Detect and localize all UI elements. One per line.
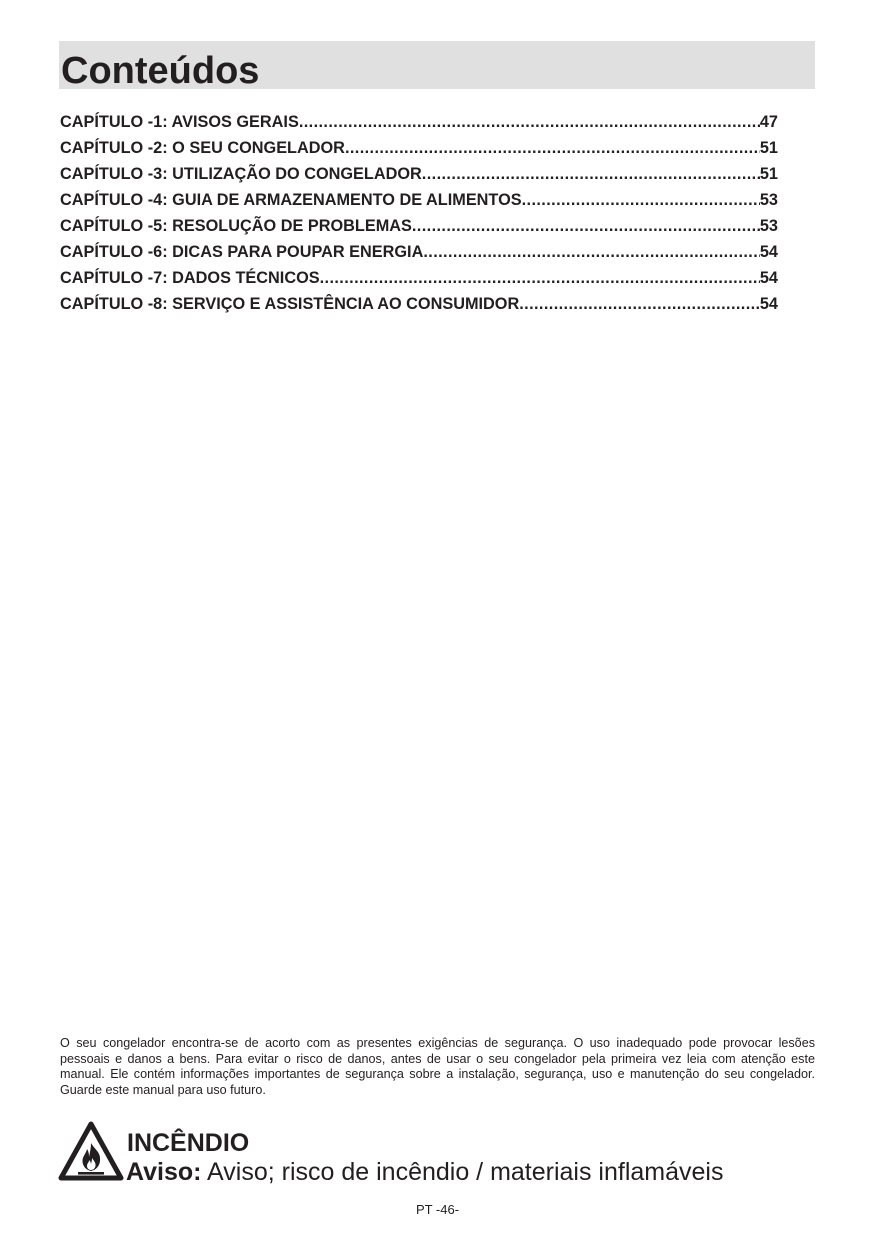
toc-entry[interactable]	[60, 265, 778, 291]
toc-entry-page: 54	[759, 295, 778, 313]
toc-entry-page: 54	[759, 243, 778, 261]
toc-entry-label: CAPÍTULO -5: RESOLUÇÃO DE PROBLEMAS	[60, 217, 412, 235]
toc-entry-page: 47	[759, 113, 778, 131]
title-bar	[59, 41, 815, 92]
toc-entry-label: CAPÍTULO -4: GUIA DE ARMAZENAMENTO DE ALIMENTOS	[60, 191, 522, 209]
toc-leader-dots	[423, 239, 760, 265]
toc-leader-dots	[412, 213, 760, 239]
toc-leader-dots	[522, 187, 760, 213]
toc-entry-label: CAPÍTULO -6: DICAS PARA POUPAR ENERGIA	[60, 243, 424, 261]
toc-leader-dots	[320, 265, 760, 291]
toc-leader-dots	[422, 161, 760, 187]
warning-title: INCÊNDIO	[127, 1129, 250, 1157]
toc-entry[interactable]	[60, 213, 778, 239]
toc-leader-dots	[299, 109, 760, 135]
toc-entry-page: 54	[759, 269, 778, 287]
toc-entry[interactable]	[60, 161, 778, 187]
toc-entry[interactable]	[60, 239, 778, 265]
toc-entry-label: CAPÍTULO -8: SERVIÇO E ASSISTÊNCIA AO CONSUMIDOR	[60, 295, 520, 313]
toc-entry-page: 51	[759, 139, 778, 157]
toc-leader-dots	[345, 135, 760, 161]
warning-text	[126, 1157, 723, 1187]
page-title: Conteúdos	[61, 50, 260, 92]
warning-label: Aviso:	[126, 1158, 202, 1186]
toc-entry[interactable]	[60, 135, 778, 161]
toc-entry-label: CAPÍTULO -1: AVISOS GERAIS	[60, 113, 299, 131]
toc-entry-label: CAPÍTULO -2: O SEU CONGELADOR	[60, 139, 345, 157]
toc-entry[interactable]	[60, 291, 778, 317]
toc-entry[interactable]	[60, 109, 778, 135]
warning-description: Aviso; risco de incêndio / materiais inflamáveis	[201, 1158, 724, 1186]
toc-entry-label: CAPÍTULO -7: DADOS TÉCNICOS	[60, 269, 320, 287]
toc-entry-page: 51	[759, 165, 778, 183]
toc-entry[interactable]	[60, 187, 778, 213]
fire-warning-icon	[58, 1121, 124, 1181]
toc-entry-page: 53	[759, 191, 778, 209]
toc-leader-dots	[519, 291, 760, 317]
safety-intro-paragraph: O seu congelador encontra-se de acorto com as presentes exigências de segurança. O uso inadequado pode provocar lesões pessoais e danos a bens. Para evitar o risco de danos, antes de usar o seu congelador pela primeira vez leia com atenção este manual. Ele contém informações importantes de segurança sobre a instalação, segurança, uso e manutenção do seu congelador. Guarde este manual para uso futuro.	[60, 1036, 815, 1097]
toc-entry-label: CAPÍTULO -3: UTILIZAÇÃO DO CONGELADOR	[60, 165, 422, 183]
toc-entry-page: 53	[759, 217, 778, 235]
table-of-contents	[60, 109, 778, 317]
page-number: PT -46-	[415, 1202, 460, 1217]
